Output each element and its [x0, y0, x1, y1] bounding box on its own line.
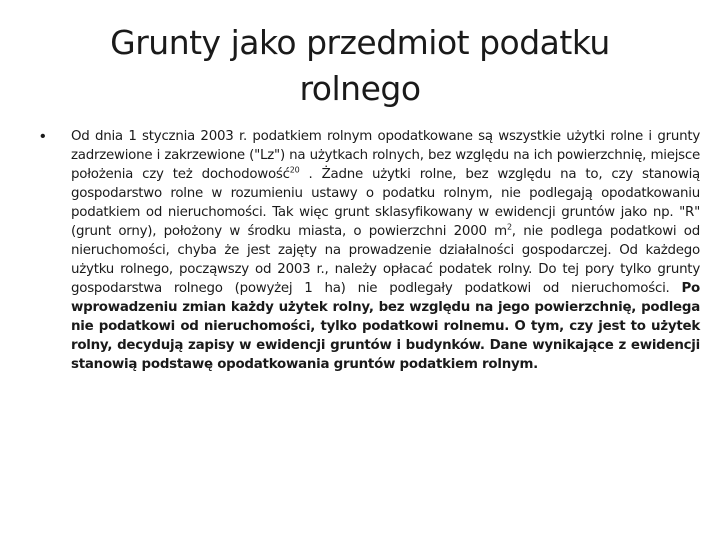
slide-title-line-1: Grunty jako przedmiot podatku	[110, 23, 610, 62]
bullet-paragraph	[71, 127, 700, 374]
paragraph-text-3: , nie podlega podatkowi od nieruchomości, chyba że jest zajęty na prowadzenie działalności gospodarczej. Od każdego użytku rolnego, począwszy od 2003 r., należy opłacać podatek rolny. Do tej pory tylko grunty gospodarstwa rolnego (powyżej 1 ha) nie podlegały podatkowi od nieruchomości.	[71, 224, 700, 296]
footnote-reference: 20	[289, 165, 300, 175]
square-superscript: 2	[506, 222, 512, 232]
slide-title	[60, 20, 660, 112]
slide-title-line-2: rolnego	[299, 69, 421, 108]
slide-body	[40, 127, 700, 374]
bullet-icon: •	[40, 128, 46, 145]
paragraph-text-1: Od dnia 1 stycznia 2003 r. podatkiem rolnym opodatkowane są wszystkie użytki rolne i grunty zadrzewione i zakrzewione ("Lz") na użytkach rolnych, bez względu na ich powierzchnię, miejsce położenia czy też dochodowość	[71, 129, 700, 182]
paragraph-text-2: . Żadne użytki rolne, bez względu na to, czy stanowią gospodarstwo rolne w rozumieniu ustawy o podatku rolnym, nie podlegają opodatkowaniu podatkiem od nieruchomości. Tak więc grunt sklasyfikowany w ewidencji gruntów jako np. "R" (grunt orny), położony w środku miasta, o powierzchni 2000 m	[71, 167, 701, 239]
bullet-item	[40, 127, 700, 374]
paragraph-bold-text: Po wprowadzeniu zmian każdy użytek rolny, bez względu na jego powierzchnię, podlega nie podatkowi od nieruchomości, tylko podatkowi rolnemu. O tym, czy jest to użytek rolny, decydują zapisy w ewidencji gruntów i budynków. Dane wynikające z ewidencji stanowią podstawę opodatkowania gruntów podatkiem rolnym.	[71, 281, 700, 372]
